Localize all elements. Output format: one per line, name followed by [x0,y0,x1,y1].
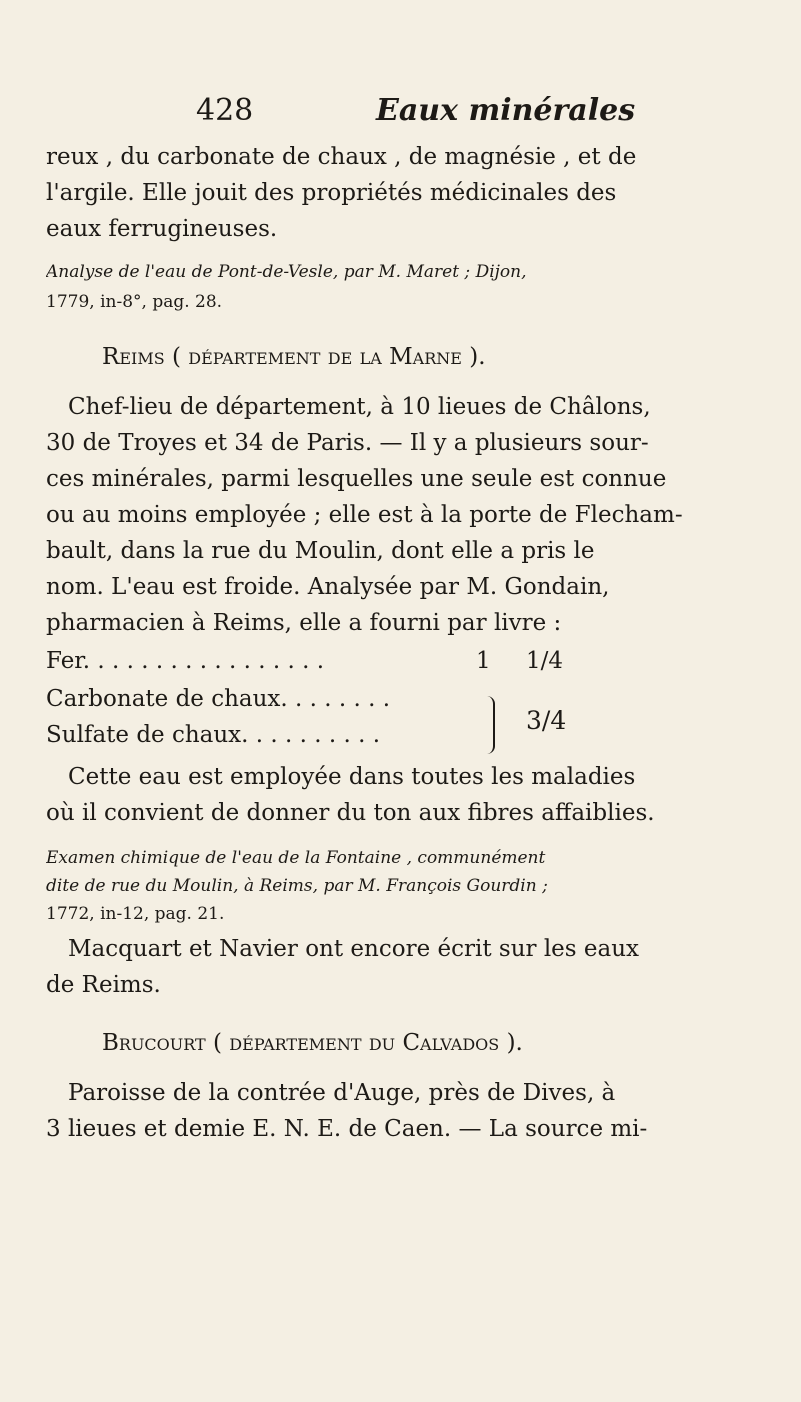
body-line: l'argile. Elle jouit des propriétés médicinales des [46,180,617,206]
brace-value: 3/4 [526,706,567,735]
table-row-fer [46,648,768,684]
table-value: 1 [476,648,491,674]
table-row-carbonate [46,686,768,722]
body-line: bault, dans la rue du Moulin, dont elle a pris le [46,538,595,564]
running-title: Eaux minérales [376,93,636,128]
reference-line: 1772, in-12, pag. 21. [46,904,225,924]
table-label: Sulfate de chaux. . . . . . . . . . [46,722,381,748]
reference-line: Analyse de l'eau de Pont-de-Vesle, par M. Maret ; Dijon, [46,262,527,282]
body-line: Chef-lieu de département, à 10 lieues de Châlons, [68,394,651,420]
page-header [196,93,741,137]
body-line: pharmacien à Reims, elle a fourni par livre : [46,610,562,636]
body-line: eaux ferrugineuses. [46,216,278,242]
table-fraction: 1/4 [526,648,564,674]
body-line: de Reims. [46,972,161,998]
body-line: 3 lieues et demie E. N. E. de Caen. — La source mi- [46,1116,648,1142]
brace [483,696,495,754]
body-line: où il convient de donner du ton aux fibres affaiblies. [46,800,655,826]
reference-line: 1779, in-8°, pag. 28. [46,292,223,312]
body-line: reux , du carbonate de chaux , de magnésie , et de [46,144,637,170]
body-line: nom. L'eau est froide. Analysée par M. Gondain, [46,574,610,600]
section-heading-reims: Reims ( département de la Marne ). [102,344,486,370]
reference-line: dite de rue du Moulin, à Reims, par M. François Gourdin ; [46,876,548,896]
table-row-sulfate [46,722,768,758]
body-line: Cette eau est employée dans toutes les maladies [68,764,636,790]
table-label: Fer. . . . . . . . . . . . . . . . . [46,648,325,674]
body-line: Paroisse de la contrée d'Auge, près de Dives, à [68,1080,616,1106]
body-line: ces minérales, parmi lesquelles une seule est connue [46,466,667,492]
body-line: ou au moins employée ; elle est à la porte de Flecham- [46,502,683,528]
table-label: Carbonate de chaux. . . . . . . . [46,686,391,712]
section-heading-brucourt: Brucourt ( département du Calvados ). [102,1030,523,1056]
reference-line: Examen chimique de l'eau de la Fontaine , communément [46,848,546,868]
page-number: 428 [196,93,254,128]
body-line: 30 de Troyes et 34 de Paris. — Il y a plusieurs sour- [46,430,649,456]
body-line: Macquart et Navier ont encore écrit sur les eaux [68,936,640,962]
